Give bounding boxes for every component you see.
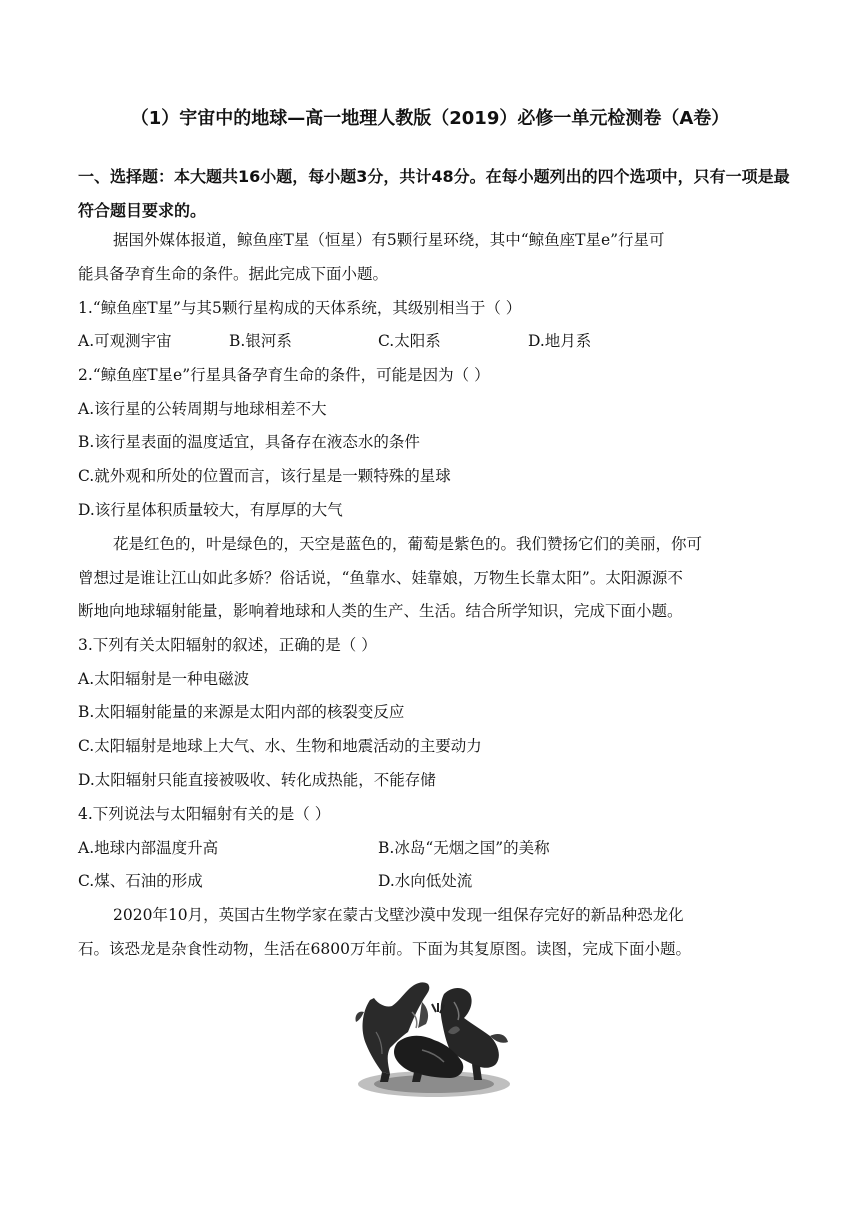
page-title: （1）宇宙中的地球—高一地理人教版（2019）必修一单元检测卷（A卷） — [130, 108, 730, 129]
q4-stem: 4.下列说法与太阳辐射有关的是（ ） — [78, 805, 331, 823]
passage1-line1: 据国外媒体报道，鲸鱼座T星（恒星）有5颗行星环绕，其中“鲸鱼座T星e”行星可 — [113, 231, 665, 249]
q3-option-c: C.太阳辐射是地球上大气、水、生物和地震活动的主要动力 — [78, 737, 482, 755]
dinosaur-illustration-icon — [352, 972, 512, 1100]
passage1-line2: 能具备孕育生命的条件。据此完成下面小题。 — [78, 265, 389, 283]
q1-stem: 1.“鲸鱼座T星”与其5颗行星构成的天体系统，其级别相当于（ ） — [78, 299, 522, 317]
q1-option-a: A.可观测宇宙 — [78, 332, 172, 350]
section-heading: 一、选择题：本大题共16小题，每小题3分，共计48分。在每小题列出的四个选项中，只有一项是最符合题目要求的。 — [78, 167, 790, 220]
q2-option-b: B.该行星表面的温度适宜，具备存在液态水的条件 — [78, 433, 420, 451]
q4-option-b: B.冰岛“无烟之国”的美称 — [378, 839, 550, 857]
passage2-line2: 曾想过是谁让江山如此多娇？俗话说，“鱼靠水、娃靠娘，万物生长靠太阳”。太阳源源不 — [78, 569, 683, 587]
q2-stem: 2.“鲸鱼座T星e”行星具备孕育生命的条件，可能是因为（ ） — [78, 366, 490, 384]
passage2-line3: 断地向地球辐射能量，影响着地球和人类的生产、生活。结合所学知识，完成下面小题。 — [78, 602, 683, 620]
q1-option-c: C.太阳系 — [378, 332, 441, 350]
q3-stem: 3.下列有关太阳辐射的叙述，正确的是（ ） — [78, 636, 377, 654]
q1-option-b: B.银河系 — [229, 332, 292, 350]
passage3-line2: 石。该恐龙是杂食性动物，生活在6800万年前。下面为其复原图。读图，完成下面小题。 — [78, 940, 691, 958]
q3-option-a: A.太阳辐射是一种电磁波 — [78, 670, 250, 688]
q2-option-a: A.该行星的公转周期与地球相差不大 — [78, 400, 327, 418]
q2-option-d: D.该行星体积质量较大，有厚厚的大气 — [78, 501, 343, 519]
q3-option-b: B.太阳辐射能量的来源是太阳内部的核裂变反应 — [78, 703, 405, 721]
q4-option-a: A.地球内部温度升高 — [78, 839, 219, 857]
q4-option-d: D.水向低处流 — [378, 872, 473, 890]
q4-option-c: C.煤、石油的形成 — [78, 872, 203, 890]
q2-option-c: C.就外观和所处的位置而言，该行星是一颗特殊的星球 — [78, 467, 451, 485]
passage2-line1: 花是红色的，叶是绿色的，天空是蓝色的，葡萄是紫色的。我们赞扬它们的美丽，你可 — [113, 535, 703, 553]
q1-option-d: D.地月系 — [528, 332, 592, 350]
q3-option-d: D.太阳辐射只能直接被吸收、转化成热能，不能存储 — [78, 771, 436, 789]
passage3-line1: 2020年10月，英国古生物学家在蒙古戈壁沙漠中发现一组保存完好的新品种恐龙化 — [113, 906, 684, 924]
